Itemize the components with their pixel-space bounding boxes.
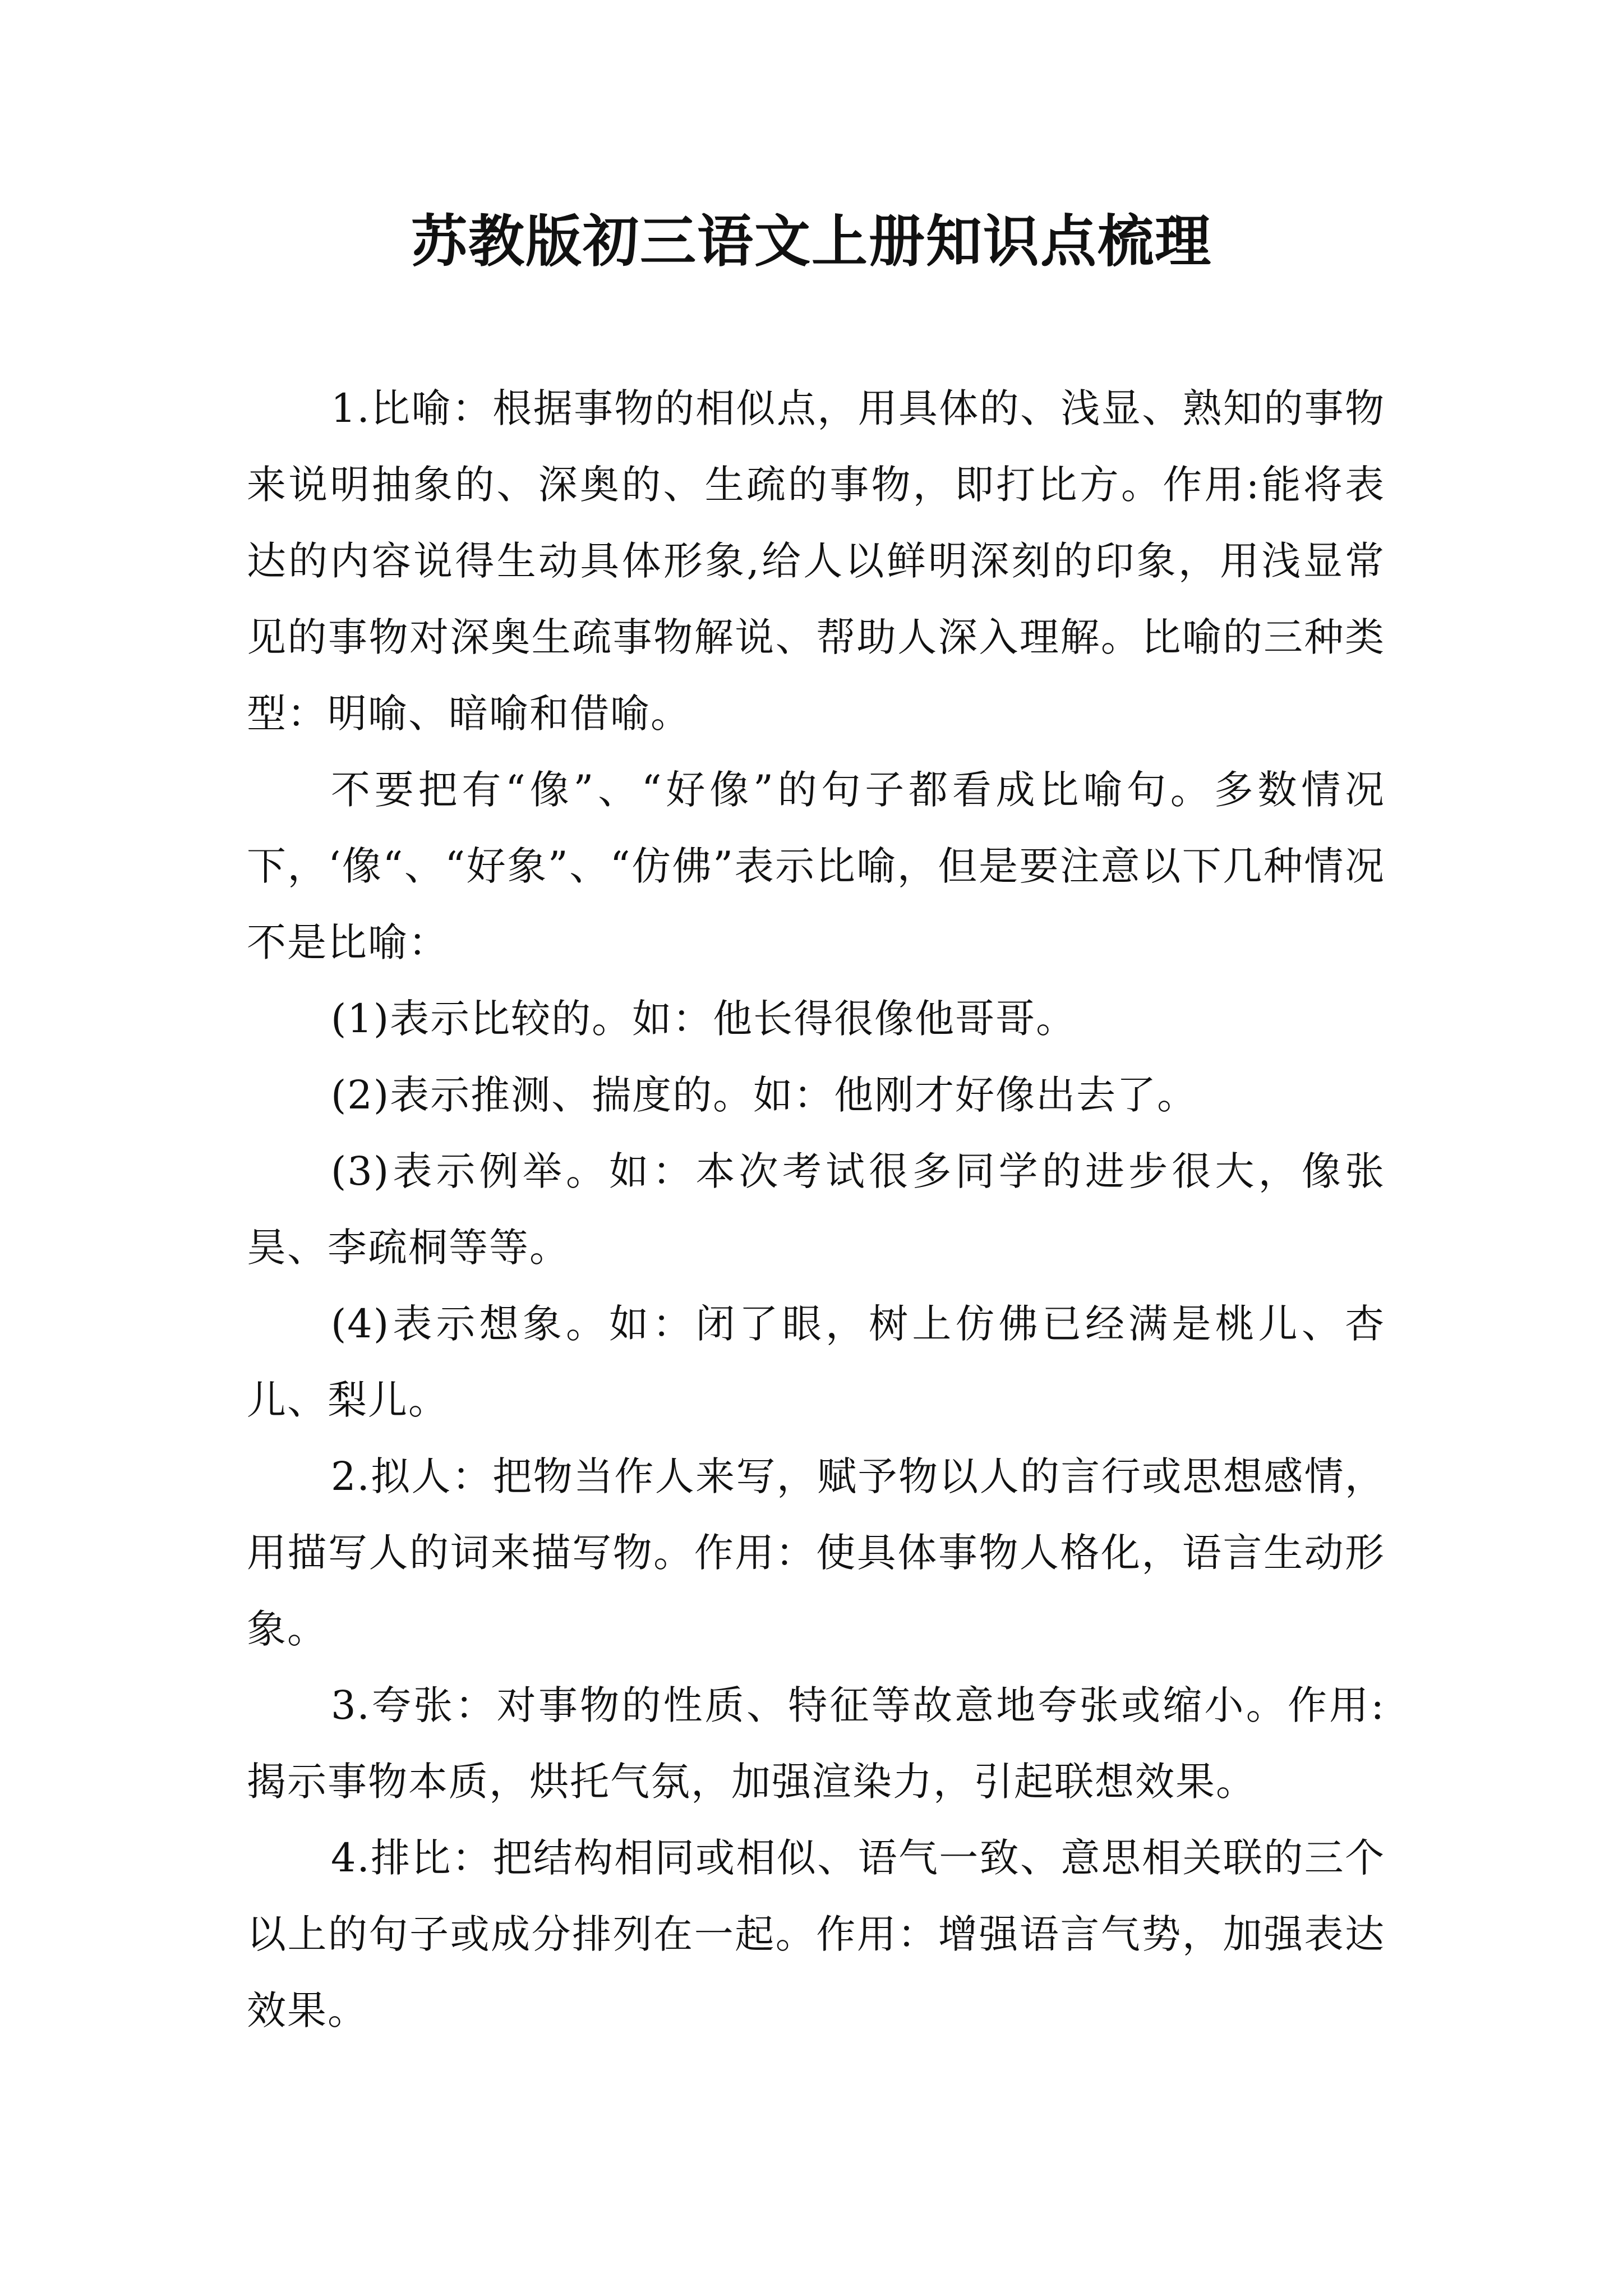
paragraph-case-imagination: (4)表示想象。如：闭了眼，树上仿佛已经满是桃儿、杏儿、梨儿。 <box>247 1301 1385 1423</box>
paragraph-case-comparison: (1)表示比较的。如：他长得很像他哥哥。 <box>331 996 1077 1042</box>
paragraph-metaphor: 1.比喻：根据事物的相似点，用具体的、浅显、熟知的事物来说明抽象的、深奥的、生疏的事物，即打比方。作用:能将表达的内容说得生动具体形象,给人以鲜明深刻的印象，用浅显常见的事物对深奥生疏事物解说、帮助人深入理解。比喻的三种类型：明喻、暗喻和借喻。 <box>247 385 1385 737</box>
paragraph-metaphor-note: 不要把有“像”、“好像”的句子都看成比喻句。多数情况下，‘像“、“好象”、“仿佛”表示比喻，但是要注意以下几种情况不是比喻： <box>247 767 1385 965</box>
document-body <box>247 370 1385 2049</box>
paragraph-personification: 2.拟人：把物当作人来写，赋予物以人的言行或思想感情，用描写人的词来描写物。作用：使具体事物人格化，语言生动形象。 <box>247 1453 1385 1652</box>
document-title: 苏教版初三语文上册知识点梳理 <box>411 208 1212 274</box>
paragraph-case-speculation: (2)表示推测、揣度的。如：他刚才好像出去了。 <box>331 1072 1198 1118</box>
paragraph-case-example: (3)表示例举。如：本次考试很多同学的进步很大，像张昊、李疏桐等等。 <box>247 1148 1385 1271</box>
paragraph-hyperbole: 3.夸张：对事物的性质、特征等故意地夸张或缩小。作用:揭示事物本质，烘托气氛，加强渲染力，引起联想效果。 <box>247 1682 1385 1805</box>
paragraph-parallelism: 4.排比：把结构相同或相似、语气一致、意思相关联的三个以上的句子或成分排列在一起。作用：增强语言气势，加强表达效果。 <box>247 1835 1385 2033</box>
